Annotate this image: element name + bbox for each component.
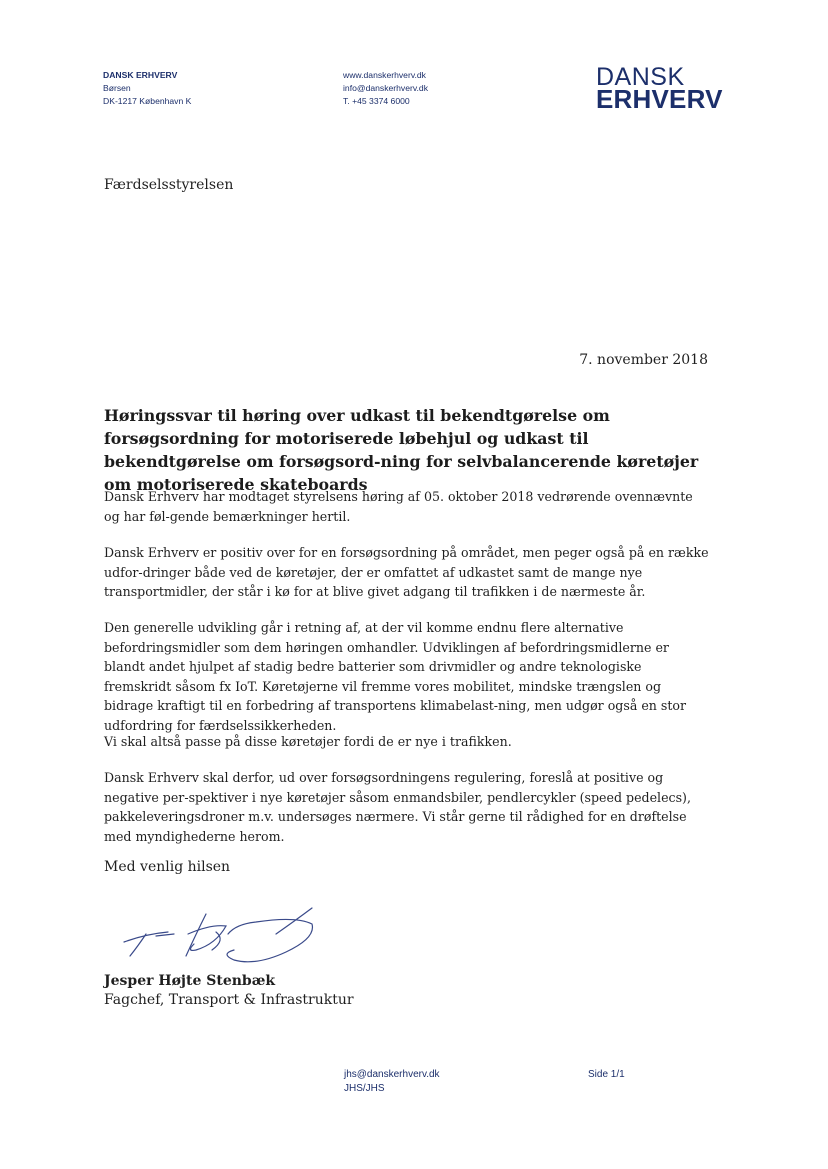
letter-date: 7. november 2018 (579, 352, 708, 368)
footer-email-link[interactable]: jhs@danskerhverv.dk (344, 1069, 440, 1080)
body-paragraph: Dansk Erhverv er positiv over for en forsøgsordning på området, men peger også på en række udfor-dringer både ved de køretøjer, der er omfattet af udkastet samt de mange nye transportmidler, der står i kø for at blive givet adgang til trafikken i de nærmeste år. (104, 545, 709, 599)
address-line-1: Børsen (103, 83, 131, 93)
body-paragraph: Den generelle udvikling går i retning af, at der vil komme endnu flere alternative befordringsmidler som dem høringen omhandler. Udviklingen af befordringsmidlerne er blandt andet hjulpet af stadig bedre batterier som drivmidler og andre teknologiske fremskridt såsom fx IoT. Køretøjerne vil fremme vores mobilitet, mindske trængslen og bidrage kraftigt til en forbedring af transportens klimabelast-ning, men udgør også en stor udfordring for færdselssikkerheden. (104, 620, 687, 733)
recipient: Færdselsstyrelsen (104, 177, 234, 193)
logo-line-1: DANSK (596, 63, 685, 91)
letter-title: Høringssvar til høring over udkast til bekendtgørelse om forsøgsordning for motoriserede løbehjul og udkast til bekendtgørelse om forsøgsord-ning for selvbalancerende køretøjer om motoriserede skateboards (104, 406, 699, 494)
body-paragraph: Dansk Erhverv har modtaget styrelsens høring af 05. oktober 2018 vedrørende ovennævnte og har føl-gende bemærkninger hertil. (104, 489, 693, 524)
org-name: DANSK ERHVERV (103, 70, 178, 80)
body-paragraph: Vi skal altså passe på disse køretøjer fordi de er nye i trafikken. (104, 734, 512, 749)
email-link[interactable]: info@danskerhverv.dk (343, 83, 428, 93)
page-number: Side 1/1 (588, 1069, 625, 1080)
phone-number: T. +45 3374 6000 (343, 96, 410, 106)
footer-initials: JHS/JHS (344, 1083, 385, 1094)
handwritten-signature (116, 904, 326, 974)
closing-salutation: Med venlig hilsen (104, 859, 231, 875)
footer-contact (344, 1068, 440, 1096)
dansk-erhverv-logo (596, 63, 723, 114)
sender-address (103, 69, 191, 108)
logo-line-2: ERHVERV (596, 84, 723, 114)
sender-contact (343, 69, 428, 108)
website-link[interactable]: www.danskerhverv.dk (343, 70, 426, 80)
signer-title: Fagchef, Transport & Infrastruktur (104, 992, 354, 1008)
signer-name: Jesper Højte Stenbæk (104, 973, 276, 989)
address-line-2: DK-1217 København K (103, 96, 192, 106)
body-paragraph: Dansk Erhverv skal derfor, ud over forsøgsordningens regulering, foreslå at positive og negative per-spektiver i nye køretøjer såsom enmandsbiler, pendlercykler (speed pedelecs), pakkeleveringsdroner m.v. undersøges nærmere. Vi står gerne til rådighed for en drøftelse med myndighederne herom. (104, 770, 691, 844)
